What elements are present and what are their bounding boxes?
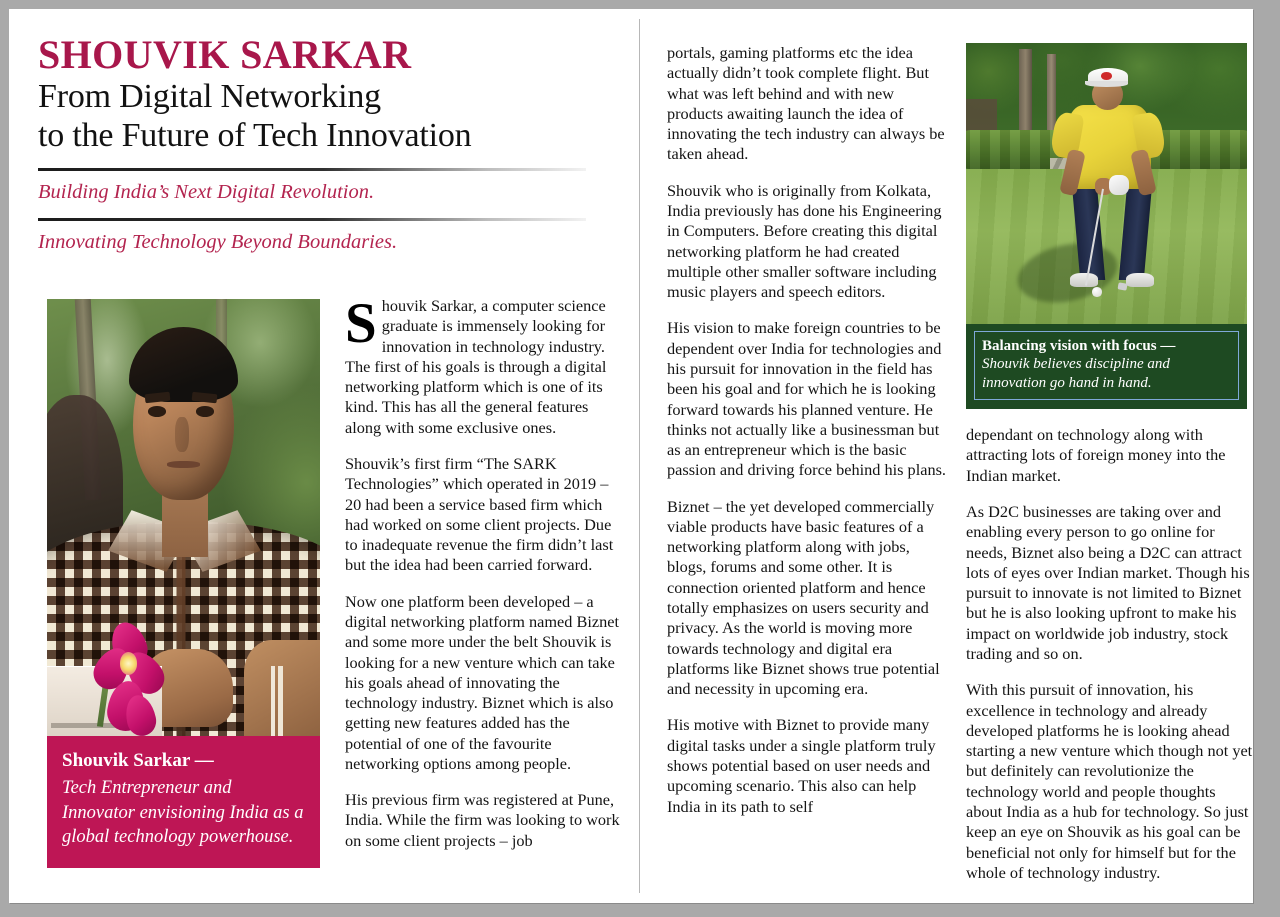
portrait-caption-title: Shouvik Sarkar —	[62, 750, 214, 771]
paragraph: His previous firm was registered at Pune, India. While the firm was looking to work on some client projects – job	[345, 790, 620, 850]
golf-caption-title: Balancing vision with focus —	[982, 338, 1176, 354]
orchid-flower-icon	[96, 622, 170, 736]
paragraph: Now one platform been developed – a digital networking platform named Biznet and some more under the belt Shouvik is looking for a new venture which can take his goals ahead of innovating the technology industry. Biznet which is also getting new features added has the potential of one of the favourite networking options among people.	[345, 591, 619, 773]
paragraph: As D2C businesses are taking over and enabling every person to go online for needs, Biznet also being a D2C can attract lots of eyes over Indian market. Though his pursuit to innovate is not limited to Biznet but he is also looking upfront to make his impact on worldwide job industry, stock trading and so on.	[966, 502, 1250, 663]
headline-divider-rule-top	[38, 168, 586, 171]
article-column-3-text	[966, 425, 1253, 883]
golf-glove-icon	[1109, 175, 1129, 195]
paragraph: Shouvik Sarkar, a computer science graduate is immensely looking for innovation in technology industry. The first of his goals is through a digital networking platform which is one of its kind. This has all the general features along with some exclusive ones.	[345, 292, 607, 437]
mouth	[167, 461, 200, 468]
deck-line-2: Innovating Technology Beyond Boundaries.	[38, 230, 398, 253]
article-column-3	[966, 43, 1253, 883]
headline-line-2: to the Future of Tech Innovation	[38, 116, 472, 154]
magazine-page-sheet	[9, 9, 1253, 903]
eye-right	[196, 406, 214, 416]
headline-line-1: From Digital Networking	[38, 77, 381, 115]
page-gutter-divider	[639, 19, 640, 893]
paragraph: His motive with Biznet to provide many digital tasks under a single platform truly shows potential based on user needs and upcoming scenario. This also can help India in its path to self	[667, 715, 936, 816]
paragraph: portals, gaming platforms etc the idea actually didn’t took complete flight. But what was left behind and with new products awaiting launch the idea of innovating the tech industry can always be taken ahead.	[667, 43, 945, 164]
golf-caption-inner-frame	[974, 331, 1239, 400]
portrait-caption-box	[47, 736, 320, 868]
portrait-figure	[47, 299, 320, 868]
paragraph: Shouvik who is originally from Kolkata, India previously has done his Engineering in Computers. Before creating this digital networking platform he had created multiple other smaller software including music players and speech editors.	[667, 180, 942, 302]
left-page-half	[9, 9, 639, 903]
paragraph: Biznet – the yet developed commercially viable products have basic features of a networking platform along with jobs, blogs, forums and some other. It is connection oriented platform and hence totally emphasizes on users security and privacy. As the world is moving more towards technology and digital era platforms like Biznet shows true potential and necessity in upcoming era.	[667, 496, 940, 699]
golf-photo	[966, 43, 1247, 324]
golf-ball-icon	[1092, 287, 1102, 297]
cap-brim	[1085, 81, 1127, 87]
article-column-1	[345, 292, 621, 851]
eye-left	[148, 406, 166, 416]
masthead	[38, 32, 586, 254]
cap-logo-icon	[1101, 72, 1112, 79]
paragraph: His vision to make foreign countries to be dependent over India for technologies and his pursuit for innovation in the field has been his goal and for which he is looking forward towards his planned venture. He thinks not actually like a businessman but as an entrepreneur which is the basic passion and driving force behind his plans.	[667, 318, 946, 480]
paragraph: With this pursuit of innovation, his excellence in technology and already developed platforms he is looking ahead starting a new venture which though not yet but definitely can revolutionize the technology world and people thoughts about India as a hub for technology. So just keep an eye on Shouvik as his goal can be beneficial not only for himself but for the whole of technology industry.	[966, 680, 1253, 882]
portrait-caption-body: Tech Entrepreneur and Innovator envisioning India as a global technology powerhouse.	[62, 777, 304, 848]
page-title: SHOUVIK SARKAR	[38, 32, 412, 77]
golf-shoe-right	[1126, 273, 1154, 287]
paragraph: dependant on technology along with attracting lots of foreign money into the Indian market.	[966, 425, 1226, 485]
portrait-photo	[47, 299, 320, 736]
golf-figure	[966, 43, 1247, 409]
chopsticks-icon	[271, 666, 283, 736]
golf-caption-box	[966, 324, 1247, 409]
headline-divider-rule-bottom	[38, 218, 586, 221]
flower-core	[120, 652, 138, 675]
golf-caption-body: Shouvik believes discipline and innovation go hand in hand.	[982, 356, 1170, 391]
nose	[175, 417, 189, 452]
paragraph: Shouvik’s first firm “The SARK Technologies” which operated in 2019 – 20 had been a service based firm which had worked on some client projects. Due to inadequate revenue the firm didn’t last but the idea had been carried forward.	[345, 453, 614, 575]
article-column-2	[667, 43, 953, 817]
deck-line-1: Building India’s Next Digital Revolution.	[38, 181, 375, 204]
